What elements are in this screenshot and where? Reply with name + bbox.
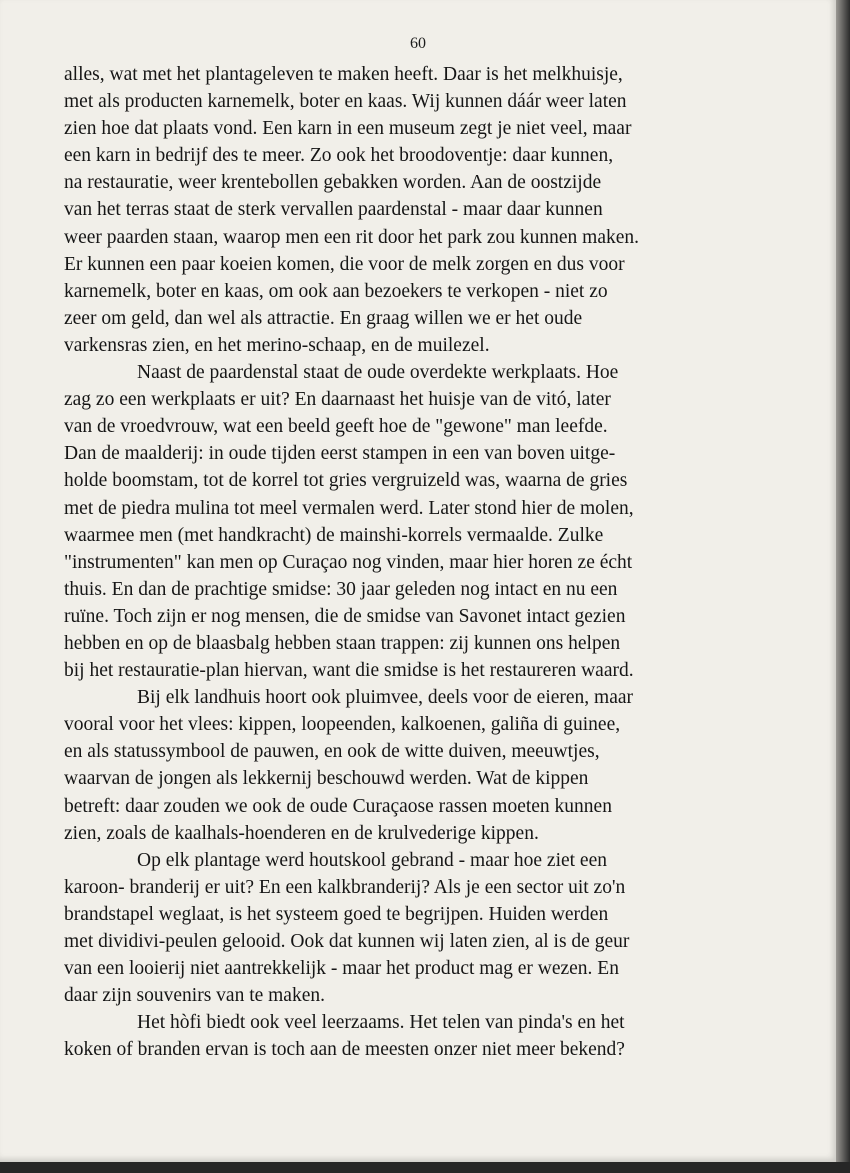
text-line: brandstapel weglaat, is het systeem goed te begrijpen. Huiden werden	[64, 903, 609, 925]
page-number: 60	[410, 35, 426, 52]
text-line: weer paarden staan, waarop men een rit door het park zou kunnen maken.	[64, 226, 640, 248]
text-line: van de vroedvrouw, wat een beeld geeft hoe de "gewone" man leefde.	[64, 416, 608, 438]
text-line: en als statussymbool de pauwen, en ook de witte duiven, meeuwtjes,	[64, 741, 600, 763]
text-line: karoon- branderij er uit? En een kalkbranderij? Als je een sector uit zo'n	[64, 876, 626, 898]
text-line: Er kunnen een paar koeien komen, die voor de melk zorgen en dus voor	[64, 253, 625, 275]
text-line: Bij elk landhuis hoort ook pluimvee, deels voor de eieren, maar	[137, 687, 634, 709]
text-line: holde boomstam, tot de korrel tot gries vergruizeld was, waarna de gries	[64, 470, 628, 492]
text-line: hebben en op de blaasbalg hebben staan trappen: zij kunnen ons helpen	[64, 632, 621, 654]
text-line: zien, zoals de kaalhals-hoenderen en de krulvederige kippen.	[64, 822, 539, 844]
text-line: met als producten karnemelk, boter en kaas. Wij kunnen dáár weer laten	[64, 91, 627, 113]
text-line: zeer om geld, dan wel als attractie. En graag willen we er het oude	[64, 307, 583, 329]
text-line: karnemelk, boter en kaas, om ook aan bezoekers te verkopen - niet zo	[64, 280, 608, 302]
text-line: na restauratie, weer krentebollen gebakken worden. Aan de oostzijde	[64, 172, 602, 194]
text-line: varkensras zien, en het merino-schaap, en de muilezel.	[64, 334, 490, 356]
text-line: met dividivi-peulen gelooid. Ook dat kunnen wij laten zien, al is de geur	[64, 931, 630, 952]
text-line: thuis. En dan de prachtige smidse: 30 jaar geleden nog intact en nu een	[64, 578, 618, 600]
text-line: zien hoe dat plaats vond. Een karn in een museum zegt je niet veel, maar	[64, 118, 632, 140]
text-line: koken of branden ervan is toch aan de meesten onzer niet meer bekend?	[64, 1039, 625, 1061]
text-line: daar zijn souvenirs van te maken.	[64, 985, 325, 1007]
text-line: alles, wat met het plantageleven te maken heeft. Daar is het melkhuisje,	[64, 64, 623, 85]
text-line: Dan de maalderij: in oude tijden eerst stampen in een van boven uitge-	[64, 443, 616, 465]
text-line: met de piedra mulina tot meel vermalen werd. Later stond hier de molen,	[64, 497, 634, 519]
text-line: van het terras staat de sterk vervallen paardenstal - maar daar kunnen	[64, 199, 603, 221]
text-line: ruïne. Toch zijn er nog mensen, die de smidse van Savonet intact gezien	[64, 605, 626, 627]
text-line: bij het restauratie-plan hiervan, want die smidse is het restaureren waard.	[64, 660, 634, 682]
text-line: Naast de paardenstal staat de oude overdekte werkplaats. Hoe	[137, 362, 619, 384]
text-line: van een looierij niet aantrekkelijk - maar het product mag er wezen. En	[64, 958, 619, 980]
text-line: betreft: daar zouden we ook de oude Curaçaose rassen moeten kunnen	[64, 795, 612, 817]
text-line: waarvan de jongen als lekkernij beschouwd werden. Wat de kippen	[64, 768, 589, 790]
page-edge-right	[836, 0, 850, 1173]
page-edge-bottom	[0, 1162, 850, 1173]
text-line: zag zo een werkplaats er uit? En daarnaast het huisje van de vitó, later	[64, 389, 611, 411]
text-line: "instrumenten" kan men op Curaçao nog vinden, maar hier horen ze écht	[64, 551, 633, 573]
text-line: Op elk plantage werd houtskool gebrand - maar hoe ziet een	[137, 849, 607, 871]
body-text	[64, 61, 764, 1063]
text-line: een karn in bedrijf des te meer. Zo ook het broodoventje: daar kunnen,	[64, 145, 614, 167]
text-line: Het hòfi biedt ook veel leerzaams. Het telen van pinda's en het	[137, 1012, 625, 1034]
text-line: waarmee men (met handkracht) de mainshi-korrels vermaalde. Zulke	[64, 524, 604, 546]
text-line: vooral voor het vlees: kippen, loopeenden, kalkoenen, galiña di guinee,	[64, 714, 621, 736]
